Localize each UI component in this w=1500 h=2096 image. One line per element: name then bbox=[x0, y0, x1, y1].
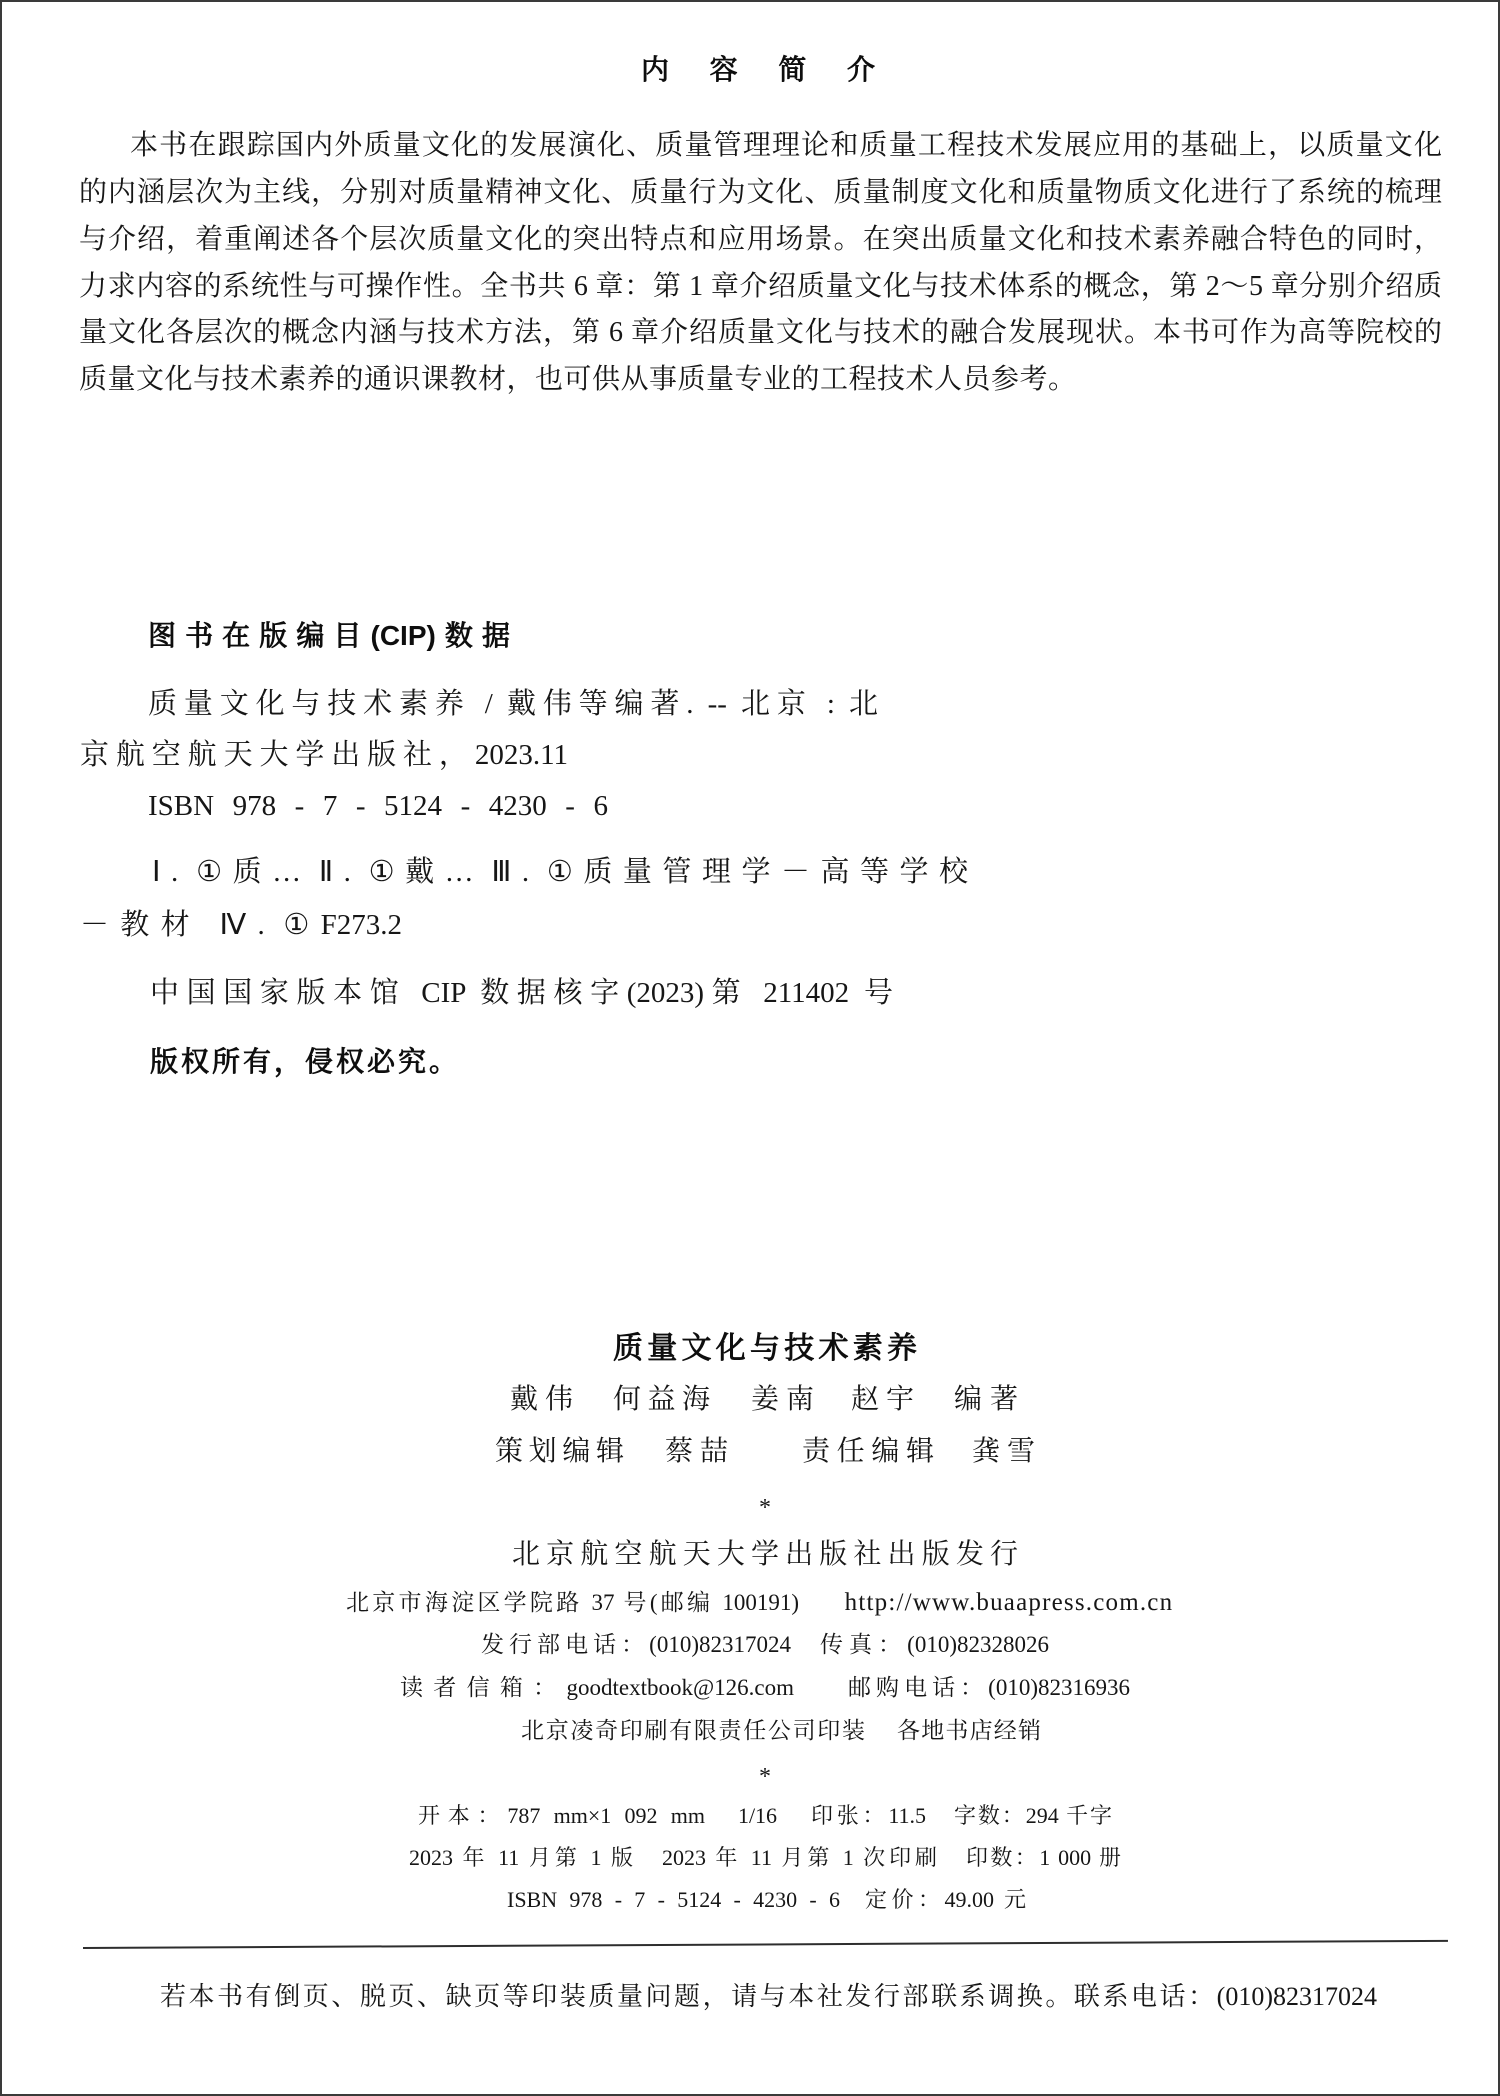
printing: 2023 年 11 月第 1 次印刷 bbox=[662, 1845, 937, 1870]
distributor: 各地书店经销 bbox=[897, 1718, 1041, 1743]
isbn: ISBN 978 - 7 - 5124 - 4230 - 6 bbox=[507, 1887, 840, 1912]
reader-email: 读者信箱：goodtextbook@126.com bbox=[400, 1675, 794, 1700]
cip-line-publisher: 京航空航天大学出版社，2023.11 bbox=[80, 739, 568, 771]
cip-line-title-author: 质量文化与技术素养 / 戴伟等编著. -- 北京 : 北 bbox=[148, 688, 878, 720]
summary-line: 量文化各层次的概念内涵与技术方法，第 6 章介绍质量文化与技术的融合发展现状。本书可作为高等院校的 bbox=[79, 317, 1442, 348]
editor-role: 责任编辑 bbox=[802, 1436, 934, 1467]
cip-line-verification: 中国国家版本馆 CIP 数据核字(2023)第 211402 号 bbox=[150, 977, 893, 1009]
sheet-fraction: 1/16 bbox=[737, 1803, 778, 1828]
author-name: 姜南 bbox=[751, 1384, 814, 1415]
price: 定价：49.00 元 bbox=[865, 1887, 1026, 1912]
summary-line: 与介绍，着重阐述各个层次质量文化的突出特点和应用场景。在突出质量文化和技术素养融合特色的同时， bbox=[79, 224, 1442, 255]
fax-number: 传真：(010)82328026 bbox=[820, 1632, 1049, 1657]
summary-line: 力求内容的系统性与可操作性。全书共 6 章：第 1 章介绍质量文化与技术体系的概念，第 2～5 章分别介绍质 bbox=[79, 271, 1442, 302]
cip-line-classification: Ⅰ. ①质… Ⅱ. ①戴… Ⅲ. ①质量管理学－高等学校 bbox=[152, 856, 968, 888]
format-line bbox=[0, 1802, 1500, 1830]
cip-line-classification-cont: －教材 Ⅳ. ①F273.2 bbox=[80, 909, 402, 941]
summary-line: 本书在跟踪国内外质量文化的发展演化、质量管理理论和质量工程技术发展应用的基础上，以质量文化 bbox=[130, 130, 1442, 161]
edition: 2023 年 11 月第 1 版 bbox=[409, 1845, 633, 1870]
colophon-book-title: 质量文化与技术素养 bbox=[613, 1332, 917, 1365]
book-format: 开本：787 mm×1 092 mm bbox=[418, 1803, 705, 1828]
publisher-line: 北京航空航天大学出版社出版发行 bbox=[512, 1539, 1018, 1570]
printer-name: 北京凌奇印刷有限责任公司印装 bbox=[521, 1718, 865, 1743]
asterisk-separator: * bbox=[759, 1764, 771, 1790]
phone-line bbox=[0, 1631, 1500, 1659]
mail-order-phone: 邮购电话：(010)82316936 bbox=[848, 1675, 1130, 1700]
horizontal-divider bbox=[83, 1940, 1448, 1949]
summary-line: 质量文化与技术素养的通识课教材，也可供从事质量专业的工程技术人员参考。 bbox=[79, 364, 1076, 395]
printed-sheets: 印张：11.5 bbox=[811, 1803, 926, 1828]
colophon-editors-line bbox=[0, 1435, 1500, 1469]
cip-heading: 图书在版编目(CIP)数据 bbox=[148, 620, 510, 651]
misprint-notice: 若本书有倒页、脱页、缺页等印装质量问题，请与本社发行部联系调换。联系电话：(010)82317024 bbox=[160, 1982, 1377, 2011]
author-name: 何益海 bbox=[613, 1384, 710, 1415]
summary-title: 内容简介 bbox=[641, 54, 875, 85]
word-count: 字数：294 千字 bbox=[954, 1803, 1112, 1828]
asterisk-separator: * bbox=[759, 1495, 771, 1521]
editor-name: 龚雪 bbox=[972, 1436, 1035, 1467]
author-name: 戴伟 bbox=[510, 1384, 573, 1415]
address-line bbox=[0, 1589, 1500, 1617]
sales-phone: 发行部电话：(010)82317024 bbox=[481, 1632, 791, 1657]
cip-line-isbn: ISBN 978 - 7 - 5124 - 4230 - 6 bbox=[148, 790, 608, 822]
edition-line bbox=[0, 1844, 1500, 1872]
colophon-authors-line bbox=[0, 1383, 1500, 1417]
email-line bbox=[0, 1674, 1500, 1702]
editor-name: 蔡喆 bbox=[665, 1436, 728, 1467]
author-name: 赵宇 bbox=[851, 1384, 914, 1415]
authors-role: 编著 bbox=[954, 1384, 1018, 1415]
publisher-address: 北京市海淀区学院路 37 号(邮编 100191) bbox=[346, 1590, 799, 1615]
summary-line: 的内涵层次为主线，分别对质量精神文化、质量行为文化、质量制度文化和质量物质文化进行了系统的梳理 bbox=[79, 177, 1442, 208]
editor-role: 策划编辑 bbox=[495, 1436, 624, 1467]
publisher-website: http://www.buaapress.com.cn bbox=[844, 1589, 1174, 1616]
printer-line bbox=[0, 1717, 1500, 1745]
print-run: 印数：1 000 册 bbox=[966, 1845, 1121, 1870]
copyright-notice: 版权所有，侵权必究。 bbox=[150, 1046, 457, 1077]
isbn-price-line bbox=[0, 1886, 1500, 1914]
